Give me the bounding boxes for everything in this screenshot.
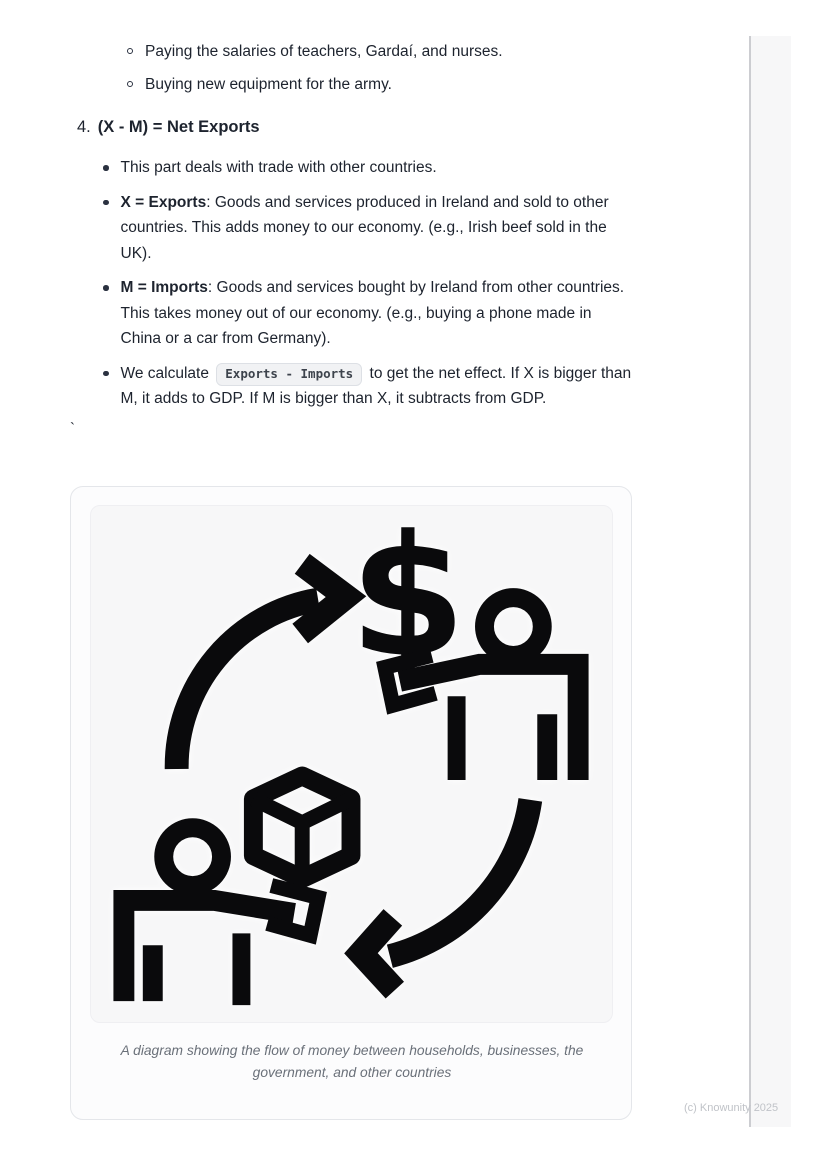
bullet-body: We calculate [120, 364, 214, 382]
bullet-bold-term: M = Imports [120, 279, 208, 296]
figure-caption: A diagram showing the flow of money between households, businesses, the government, and other countries [120, 1043, 584, 1080]
list-item [103, 275, 637, 352]
bullet-body: : Goods and services bought by Ireland from other countries. This takes money out of our economy. (e.g., buying a phone made in China or a car from Germany). [120, 279, 625, 347]
circle-bullet-icon [127, 81, 133, 87]
circle-bullet-icon [127, 48, 133, 54]
dot-bullet-icon [103, 200, 109, 206]
bullet-body: to get the net effect. If X is bigger than M, it adds to GDP. If M is bigger than X, it subtracts from GDP. [120, 364, 632, 407]
list-item [127, 39, 503, 64]
bullet-text [121, 190, 633, 267]
dot-bullet-icon [103, 285, 109, 291]
sub-bullet-list [127, 39, 503, 105]
heading-title: (X - M) = Net Exports [97, 118, 260, 136]
bullet-list [103, 155, 637, 421]
dot-bullet-icon [103, 165, 109, 171]
list-item [127, 72, 503, 97]
bottom-arrow-icon [361, 800, 530, 990]
figure-card [70, 486, 632, 1120]
sub-bullet-text: Buying new equipment for the army. [145, 76, 392, 93]
top-arrow-icon [177, 564, 346, 769]
bullet-body: : Goods and services produced in Ireland and sold to other countries. This adds money to our economy. (e.g., Irish beef sold in the UK). [120, 193, 609, 262]
list-item [103, 361, 637, 412]
inline-code-chip: Exports - Imports [216, 363, 362, 386]
stray-backtick-text: ` [70, 420, 75, 437]
list-number: 4. [77, 118, 91, 136]
list-item [103, 155, 637, 181]
cube-icon [253, 776, 351, 879]
bullet-bold-term: X = Exports [120, 193, 207, 211]
sub-bullet-text: Paying the salaries of teachers, Gardaí, and nurses. [145, 43, 503, 60]
person-left-icon [124, 828, 318, 1005]
bullet-text: This part deals with trade with other countries. [120, 159, 437, 176]
bullet-text [121, 275, 633, 352]
dot-bullet-icon [103, 371, 109, 377]
money-goods-exchange-icon [91, 506, 612, 1022]
watermark-text: (c) Knowunity 2025 [684, 1102, 779, 1114]
numbered-heading [77, 116, 260, 138]
bullet-text [121, 361, 633, 412]
figure-image [90, 505, 613, 1023]
right-page-edge [749, 36, 791, 1127]
dollar-sign-icon: $ [349, 506, 467, 695]
list-item [103, 190, 637, 267]
